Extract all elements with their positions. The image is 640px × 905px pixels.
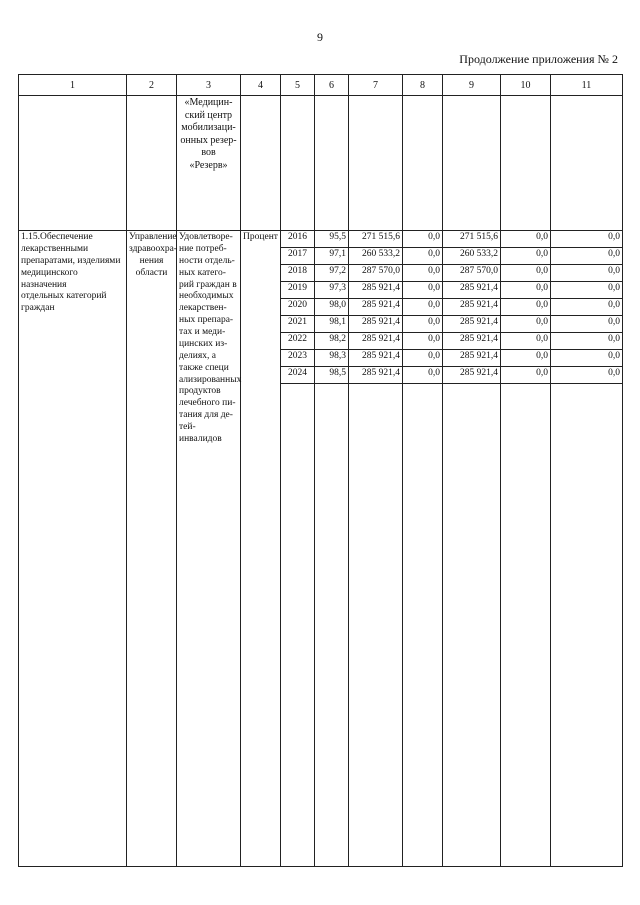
table-cell [501,384,551,867]
year-cell: 2023 [281,350,315,367]
col9-cell: 285 921,4 [443,367,501,384]
col8-cell: 0,0 [403,282,443,299]
col8-cell: 0,0 [403,367,443,384]
col8-cell: 0,0 [403,299,443,316]
year-cell: 2022 [281,333,315,350]
col11-cell: 0,0 [551,231,623,248]
percent-cell: 97,1 [315,248,349,265]
col10-cell: 0,0 [501,333,551,350]
responsible-cell: Управление здравоохра- нения области [127,231,177,867]
column-number: 9 [443,75,501,96]
table-row [19,96,623,231]
budget-table [18,74,623,867]
col8-cell: 0,0 [403,265,443,282]
column-number: 4 [241,75,281,96]
col10-cell: 0,0 [501,265,551,282]
col9-cell: 285 921,4 [443,333,501,350]
table-cell [443,96,501,231]
col11-cell: 0,0 [551,265,623,282]
col11-cell: 0,0 [551,299,623,316]
col9-cell: 285 921,4 [443,299,501,316]
table-cell [501,96,551,231]
table-cell [551,384,623,867]
col9-cell: 285 921,4 [443,350,501,367]
col9-cell: 260 533,2 [443,248,501,265]
table-cell [241,96,281,231]
year-cell: 2021 [281,316,315,333]
percent-cell: 98,3 [315,350,349,367]
table-cell [315,96,349,231]
column-number: 2 [127,75,177,96]
percent-cell: 97,3 [315,282,349,299]
col9-cell: 287 570,0 [443,265,501,282]
column-number: 6 [315,75,349,96]
total-cell: 287 570,0 [349,265,403,282]
table-cell [403,96,443,231]
total-cell: 260 533,2 [349,248,403,265]
col8-cell: 0,0 [403,231,443,248]
column-number: 1 [19,75,127,96]
total-cell: 285 921,4 [349,316,403,333]
col11-cell: 0,0 [551,248,623,265]
col9-cell: 285 921,4 [443,282,501,299]
percent-cell: 97,2 [315,265,349,282]
table-cell [443,384,501,867]
column-number: 5 [281,75,315,96]
table-cell [349,96,403,231]
total-cell: 285 921,4 [349,367,403,384]
col10-cell: 0,0 [501,299,551,316]
column-number: 8 [403,75,443,96]
percent-cell: 98,0 [315,299,349,316]
col10-cell: 0,0 [501,231,551,248]
table-cell [551,96,623,231]
page-number: 9 [317,30,323,44]
col10-cell: 0,0 [501,282,551,299]
table-cell [127,96,177,231]
year-cell: 2018 [281,265,315,282]
year-cell: 2017 [281,248,315,265]
column-number: 7 [349,75,403,96]
year-cell: 2019 [281,282,315,299]
col9-cell: 271 515,6 [443,231,501,248]
table-cell [281,96,315,231]
col8-cell: 0,0 [403,333,443,350]
col8-cell: 0,0 [403,248,443,265]
total-cell: 271 515,6 [349,231,403,248]
col9-cell: 285 921,4 [443,316,501,333]
organization-name-cell: «Медицин- ский центр мобилизаци- онных резер- вов «Резерв» [177,96,241,231]
year-cell: 2016 [281,231,315,248]
total-cell: 285 921,4 [349,350,403,367]
year-cell: 2024 [281,367,315,384]
col11-cell: 0,0 [551,367,623,384]
col10-cell: 0,0 [501,350,551,367]
percent-cell: 98,5 [315,367,349,384]
col10-cell: 0,0 [501,248,551,265]
col11-cell: 0,0 [551,316,623,333]
col8-cell: 0,0 [403,316,443,333]
year-row [19,231,623,248]
table-cell [281,384,315,867]
col10-cell: 0,0 [501,316,551,333]
year-cell: 2020 [281,299,315,316]
col11-cell: 0,0 [551,333,623,350]
col10-cell: 0,0 [501,367,551,384]
percent-cell: 98,1 [315,316,349,333]
percent-cell: 95,5 [315,231,349,248]
unit-cell: Процент [241,231,281,867]
total-cell: 285 921,4 [349,299,403,316]
table-cell [19,96,127,231]
column-number: 10 [501,75,551,96]
table-cell [403,384,443,867]
table-cell [349,384,403,867]
indicator-cell: Удовлетворе- ние потреб- ности отдель- ных катего- рий граждан в необходимых лекарствен- ных препара- тах и меди- цинских из- делиях, а также специ ализированных продуктов лечебного пи- тания для де- тей- инвалидов [177,231,241,867]
total-cell: 285 921,4 [349,282,403,299]
column-number: 11 [551,75,623,96]
col8-cell: 0,0 [403,350,443,367]
column-number-row [19,75,623,96]
col11-cell: 0,0 [551,350,623,367]
continuation-title: Продолжение приложения № 2 [459,52,618,66]
activity-cell: 1.15.Обеспечение лекарственными препаратами, изделиями медицинского назначения отдельных категорий граждан [19,231,127,867]
table-cell [315,384,349,867]
col11-cell: 0,0 [551,282,623,299]
percent-cell: 98,2 [315,333,349,350]
total-cell: 285 921,4 [349,333,403,350]
column-number: 3 [177,75,241,96]
